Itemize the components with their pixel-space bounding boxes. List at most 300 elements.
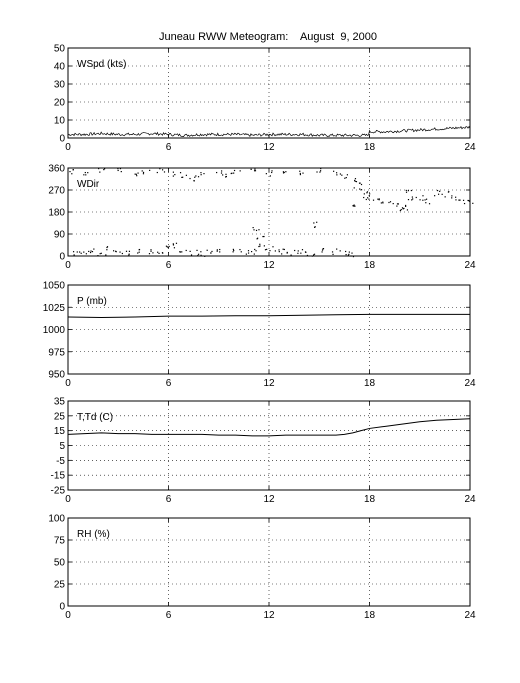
data-point: [448, 191, 449, 192]
y-tick-label: -25: [50, 485, 65, 497]
data-point: [248, 250, 249, 251]
data-point: [320, 170, 321, 171]
data-point: [195, 175, 196, 176]
data-point: [332, 254, 333, 255]
y-tick-label: 1050: [42, 280, 65, 292]
data-point: [69, 171, 70, 172]
data-point: [320, 168, 321, 169]
data-point: [419, 199, 420, 200]
data-point: [182, 177, 183, 178]
data-point: [254, 249, 255, 250]
x-tick-label: 18: [363, 378, 376, 389]
data-point: [459, 200, 460, 201]
x-tick-label: 12: [263, 378, 275, 389]
y-tick-label: 1025: [42, 302, 65, 314]
data-point: [248, 252, 249, 253]
data-point: [211, 251, 212, 252]
data-point: [129, 254, 130, 255]
data-point: [348, 255, 349, 256]
panel-label: WSpd (kts): [77, 59, 127, 70]
data-point: [198, 254, 199, 255]
data-point: [319, 171, 320, 172]
data-point: [203, 173, 204, 174]
data-point: [256, 230, 257, 231]
x-tick-label: 24: [464, 260, 476, 271]
data-point: [369, 195, 370, 196]
x-tick-label: 0: [65, 142, 71, 153]
data-point: [345, 251, 346, 252]
x-tick-label: 6: [165, 260, 172, 271]
data-point: [353, 256, 354, 257]
data-point: [373, 200, 374, 201]
data-point: [152, 252, 153, 253]
data-point: [217, 251, 218, 252]
data-point: [100, 253, 101, 254]
data-point: [83, 251, 84, 252]
data-point: [174, 174, 175, 175]
panel-label: P (mb): [77, 296, 107, 307]
data-point: [302, 173, 303, 174]
data-point: [314, 254, 315, 255]
data-point: [349, 251, 350, 252]
data-point: [158, 253, 159, 254]
data-point: [233, 249, 234, 250]
data-point: [264, 245, 265, 246]
x-tick-label: 24: [464, 494, 476, 505]
data-point: [118, 170, 119, 171]
x-tick-label: 0: [65, 494, 71, 505]
data-point: [346, 177, 347, 178]
data-point: [412, 196, 413, 197]
data-point: [179, 251, 180, 252]
data-point: [233, 250, 234, 251]
data-point: [253, 227, 254, 228]
y-tick-label: 20: [53, 97, 65, 109]
data-point: [322, 250, 323, 251]
data-point: [408, 199, 409, 200]
data-point: [313, 222, 314, 223]
x-tick-label: 24: [464, 142, 476, 153]
data-point: [204, 256, 205, 257]
data-point: [174, 247, 175, 248]
data-point: [402, 207, 403, 208]
panel-label: T,Td (C): [77, 412, 114, 423]
data-point: [190, 251, 191, 252]
data-point: [266, 249, 267, 250]
data-point: [369, 193, 370, 194]
y-tick-label: 950: [48, 369, 65, 381]
data-point: [221, 170, 222, 171]
data-point: [233, 172, 234, 173]
y-tick-label: 360: [48, 163, 65, 175]
data-point: [355, 178, 356, 179]
x-tick-label: 12: [263, 142, 275, 153]
data-point: [381, 202, 382, 203]
data-point: [73, 169, 74, 170]
x-tick-label: 6: [165, 494, 172, 505]
data-point: [101, 253, 102, 254]
data-point: [157, 172, 158, 173]
x-tick-label: 24: [464, 610, 476, 621]
data-point: [407, 209, 408, 210]
x-tick-label: 6: [165, 610, 172, 621]
data-point: [81, 253, 82, 254]
data-point: [88, 251, 89, 252]
data-point: [352, 205, 353, 206]
data-point: [270, 175, 271, 176]
data-point: [291, 254, 292, 255]
data-point: [200, 255, 201, 256]
data-point: [85, 174, 86, 175]
data-point: [422, 195, 423, 196]
data-point: [278, 249, 279, 250]
data-point: [126, 251, 127, 252]
y-tick-label: 100: [48, 513, 65, 525]
data-point: [167, 246, 168, 247]
x-tick-label: 12: [263, 610, 275, 621]
data-point: [231, 173, 232, 174]
data-point: [368, 199, 369, 200]
data-point: [85, 172, 86, 173]
data-point: [451, 195, 452, 196]
data-point: [351, 252, 352, 253]
data-point: [196, 250, 197, 251]
y-tick-label: 30: [53, 79, 65, 91]
data-point: [137, 172, 138, 173]
data-point: [406, 190, 407, 191]
data-point: [142, 170, 143, 171]
data-point: [355, 181, 356, 182]
data-point: [159, 168, 160, 169]
data-point: [364, 193, 365, 194]
data-point: [200, 172, 201, 173]
data-point: [434, 195, 435, 196]
data-point: [455, 197, 456, 198]
data-point: [162, 169, 163, 170]
data-point: [307, 255, 308, 256]
data-point: [105, 254, 106, 255]
y-tick-label: 0: [59, 601, 65, 613]
data-point: [255, 250, 256, 251]
y-tick-label: -15: [50, 470, 65, 482]
data-point: [255, 170, 256, 171]
data-point: [382, 202, 383, 203]
data-point: [275, 250, 276, 251]
data-point: [122, 253, 123, 254]
data-point: [254, 253, 255, 254]
data-point: [316, 171, 317, 172]
data-point: [344, 178, 345, 179]
data-point: [253, 229, 254, 230]
x-tick-label: 12: [263, 494, 275, 505]
data-point: [422, 200, 423, 201]
data-point: [86, 253, 87, 254]
y-tick-label: 975: [48, 347, 65, 359]
y-tick-label: 25: [53, 411, 65, 423]
data-point: [136, 174, 137, 175]
data-point: [379, 199, 380, 200]
data-point: [104, 168, 105, 169]
data-point: [219, 251, 220, 252]
x-tick-label: 24: [464, 378, 476, 389]
data-point: [445, 196, 446, 197]
panel-4: [51, 397, 476, 506]
data-point: [354, 204, 355, 205]
data-point: [367, 197, 368, 198]
data-point: [173, 243, 174, 244]
data-point: [458, 200, 459, 201]
data-point: [271, 170, 272, 171]
data-point: [316, 222, 317, 223]
data-point: [340, 173, 341, 174]
y-tick-label: 35: [53, 396, 65, 408]
data-point: [173, 172, 174, 173]
data-point: [354, 206, 355, 207]
data-point: [390, 201, 391, 202]
data-point: [210, 253, 211, 254]
data-point: [119, 251, 120, 252]
data-point: [467, 200, 468, 201]
data-point: [281, 253, 282, 254]
data-point: [283, 249, 284, 250]
data-point: [186, 250, 187, 251]
data-point: [129, 251, 130, 252]
data-point: [439, 191, 440, 192]
data-point: [164, 171, 165, 172]
data-point: [189, 178, 190, 179]
data-point: [73, 251, 74, 252]
data-point: [299, 171, 300, 172]
data-point: [396, 205, 397, 206]
data-point: [361, 184, 362, 185]
data-point: [305, 251, 306, 252]
data-point: [251, 169, 252, 170]
data-point: [173, 175, 174, 176]
data-point: [366, 199, 367, 200]
data-point: [93, 248, 94, 249]
data-point: [403, 208, 404, 209]
data-point: [405, 206, 406, 207]
data-point: [442, 194, 443, 195]
x-tick-label: 12: [263, 260, 275, 271]
y-tick-label: 0: [59, 251, 65, 263]
data-point: [336, 172, 337, 173]
x-tick-label: 6: [165, 378, 172, 389]
data-point: [219, 249, 220, 250]
data-point: [354, 187, 355, 188]
data-point: [346, 254, 347, 255]
data-point: [359, 188, 360, 189]
data-point: [377, 199, 378, 200]
data-point: [254, 169, 255, 170]
x-tick-label: 0: [65, 610, 71, 621]
data-point: [106, 247, 107, 248]
data-point: [393, 203, 394, 204]
data-point: [336, 248, 337, 249]
data-point: [294, 250, 295, 251]
data-point: [116, 251, 117, 252]
x-tick-label: 18: [363, 142, 376, 153]
data-point: [438, 194, 439, 195]
panel-3: [43, 281, 476, 390]
data-point: [90, 250, 91, 251]
data-point: [437, 190, 438, 191]
data-point: [198, 176, 199, 177]
data-point: [117, 168, 118, 169]
data-point: [321, 251, 322, 252]
data-point: [113, 250, 114, 251]
panel-5: [48, 514, 476, 622]
data-point: [257, 238, 258, 239]
data-point: [135, 174, 136, 175]
data-point: [332, 251, 333, 252]
data-point: [143, 173, 144, 174]
data-point: [269, 250, 270, 251]
data-point: [200, 251, 201, 252]
y-tick-label: 5: [59, 441, 65, 452]
data-point: [333, 171, 334, 172]
data-point: [341, 175, 342, 176]
x-tick-label: 18: [363, 610, 376, 621]
data-point: [408, 190, 409, 191]
data-point: [225, 174, 226, 175]
data-point: [217, 249, 218, 250]
data-point: [97, 255, 98, 256]
data-point: [361, 189, 362, 190]
data-point: [340, 250, 341, 251]
data-point: [258, 229, 259, 230]
data-point: [207, 250, 208, 251]
data-point: [149, 170, 150, 171]
data-point: [222, 174, 223, 175]
data-point: [137, 252, 138, 253]
data-point: [180, 172, 181, 173]
data-point: [451, 197, 452, 198]
data-point: [406, 192, 407, 193]
data-point: [359, 183, 360, 184]
x-tick-label: 6: [165, 142, 172, 153]
y-tick-label: 180: [48, 207, 65, 219]
data-point: [74, 254, 75, 255]
data-point: [168, 247, 169, 248]
data-point: [139, 249, 140, 250]
data-point: [356, 181, 357, 182]
data-point: [398, 203, 399, 204]
data-point: [300, 174, 301, 175]
data-point: [323, 248, 324, 249]
y-tick-label: 10: [53, 115, 65, 127]
data-point: [87, 172, 88, 173]
data-point: [300, 173, 301, 174]
data-point: [194, 177, 195, 178]
data-point: [284, 249, 285, 250]
data-point: [92, 251, 93, 252]
data-point: [297, 253, 298, 254]
data-point: [400, 210, 401, 211]
data-point: [283, 172, 284, 173]
y-tick-label: 25: [53, 579, 65, 591]
data-point: [240, 170, 241, 171]
data-point: [150, 251, 151, 252]
data-point: [347, 174, 348, 175]
data-point: [463, 200, 464, 201]
data-point: [258, 246, 259, 247]
data-point: [176, 243, 177, 244]
data-point: [464, 203, 465, 204]
x-tick-label: 0: [65, 260, 71, 271]
data-point: [279, 251, 280, 252]
data-point: [411, 190, 412, 191]
data-point: [302, 249, 303, 250]
x-tick-label: 18: [363, 260, 376, 271]
y-tick-label: -5: [56, 455, 65, 467]
data-point: [363, 197, 364, 198]
y-tick-label: 0: [59, 133, 65, 145]
data-point: [197, 255, 198, 256]
data-point: [265, 249, 266, 250]
data-point: [472, 203, 473, 204]
data-point: [455, 199, 456, 200]
data-point: [157, 252, 158, 253]
y-tick-label: 50: [53, 557, 65, 569]
x-tick-label: 18: [363, 494, 376, 505]
data-point: [425, 202, 426, 203]
data-point: [121, 171, 122, 172]
data-point: [90, 252, 91, 253]
data-point: [315, 226, 316, 227]
y-tick-label: 15: [53, 426, 65, 438]
data-point: [234, 170, 235, 171]
data-point: [233, 251, 234, 252]
y-tick-label: 1000: [42, 325, 65, 336]
data-point: [99, 172, 100, 173]
x-tick-label: 0: [65, 378, 71, 389]
data-point: [285, 171, 286, 172]
data-point: [271, 172, 272, 173]
data-point: [150, 249, 151, 250]
data-point: [106, 249, 107, 250]
data-point: [259, 245, 260, 246]
data-point: [169, 246, 170, 247]
data-point: [149, 253, 150, 254]
data-point: [388, 202, 389, 203]
data-point: [79, 251, 80, 252]
y-tick-label: 75: [53, 535, 65, 547]
data-point: [139, 252, 140, 253]
data-point: [216, 172, 217, 173]
data-point: [186, 175, 187, 176]
data-point: [194, 180, 195, 181]
data-point: [98, 168, 99, 169]
data-point: [416, 197, 417, 198]
data-point: [241, 251, 242, 252]
data-point: [259, 244, 260, 245]
y-tick-label: 270: [48, 185, 65, 197]
panel-1: [54, 44, 476, 154]
data-point: [429, 203, 430, 204]
data-point: [336, 174, 337, 175]
data-point: [350, 255, 351, 256]
data-point: [287, 252, 288, 253]
data-point: [424, 199, 425, 200]
data-point: [266, 173, 267, 174]
data-point: [83, 174, 84, 175]
data-point: [120, 168, 121, 169]
y-tick-label: 50: [53, 43, 65, 55]
data-point: [77, 251, 78, 252]
data-point: [298, 250, 299, 251]
panel-label: RH (%): [77, 529, 110, 540]
